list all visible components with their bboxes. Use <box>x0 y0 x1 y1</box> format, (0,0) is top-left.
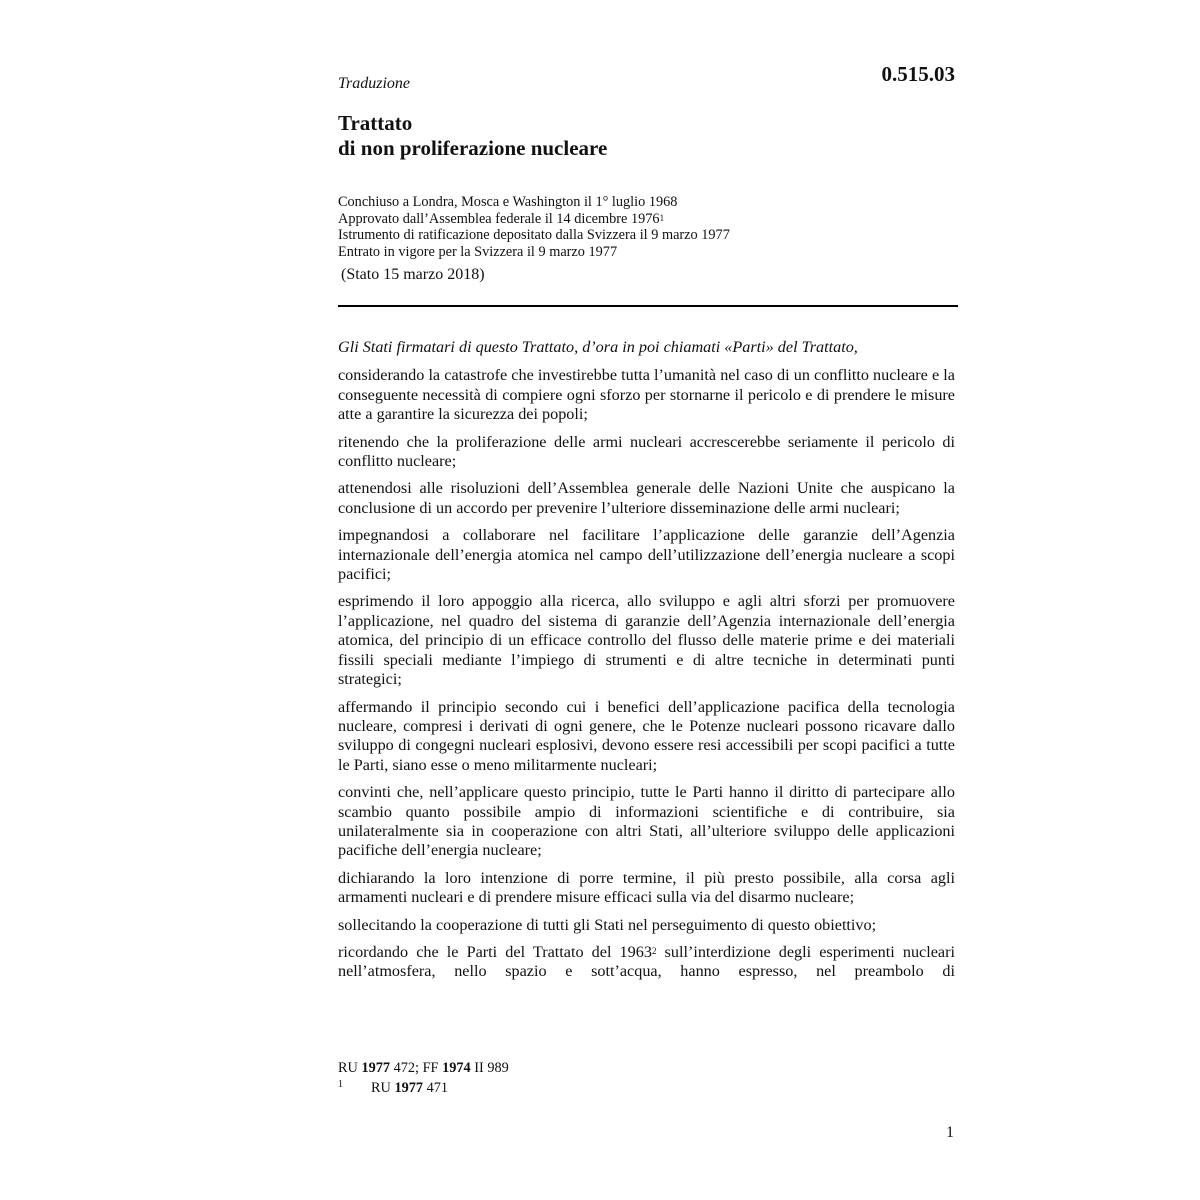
source-ff-page: II 989 <box>470 1060 509 1076</box>
footnote-1-prefix: RU <box>371 1080 395 1096</box>
paragraph: attenendosi alle risoluzioni dell’Assemblea generale delle Nazioni Unite che auspicano la conclusione di un accordo per prevenire l’ulteriore disseminazione delle armi nucleari; <box>338 479 955 517</box>
meta-approved-line <box>338 211 730 228</box>
meta-ratification: Istrumento di ratificazione depositato dalla Svizzera il 9 marzo 1977 <box>338 227 730 243</box>
paragraph: esprimendo il loro appoggio alla ricerca, allo sviluppo e agli altri sforzi per promuovere l’applicazione, nel quadro del sistema di garanzie dell’Agenzia internazionale dell’energia atomica, del principio di un efficace controllo del flusso delle materie prime e dei materiali fissili speciali mediante l’impiego di strumenti e di altre tecniche in determinati punti strategici; <box>338 592 955 689</box>
paragraph: impegnandosi a collaborare nel facilitare l’applicazione delle garanzie dell’Agenzia internazionale dell’energia atomica nel campo dell’utilizzazione dell’energia nucleare a scopi pacifici; <box>338 526 955 584</box>
footnote-ref-1[interactable]: 1 <box>659 212 665 223</box>
footnote-ref-2[interactable]: 2 <box>651 945 657 956</box>
source-ru-label: RU <box>338 1060 362 1076</box>
paragraph: ritenendo che la proliferazione delle armi nucleari accrescerebbe seriamente il pericolo di conflitto nucleare; <box>338 432 955 471</box>
status-date: (Stato 15 marzo 2018) <box>341 266 485 283</box>
footnote-1 <box>338 1078 509 1098</box>
document-metadata <box>338 194 730 260</box>
paragraph-continued <box>338 943 955 982</box>
document-title <box>338 111 607 161</box>
sr-number: 0.515.03 <box>881 62 955 86</box>
paragraph: affermando il principio secondo cui i benefici dell’applicazione pacifica della tecnologia nucleare, compresi i derivati di ogni genere, che le Potenze nucleari possono ricavare dallo sviluppo di congegni nucleari esplosivi, devono essere resi accessibili per scopi pacifici a tutte le Parti, siano esse o meno militarmente nucleari; <box>338 697 955 774</box>
source-ff-year: 1974 <box>442 1060 471 1076</box>
source-ru-year: 1977 <box>361 1060 391 1076</box>
footnote-1-mark: 1 <box>338 1079 343 1090</box>
paragraph: dichiarando la loro intenzione di porre termine, il più presto possibile, alla corsa agli armamenti nucleari e di prendere misure efficaci sulla via del disarmo nucleare; <box>338 868 955 907</box>
paragraph-text-end: sull’interdizione degli esperimenti nucleari nell’atmosfera, nello spazio e sott’acqua, hanno espresso, nel preambolo di <box>338 942 955 981</box>
preamble-intro: Gli Stati firmatari di questo Trattato, d’ora in poi chiamati «Parti» del Trattato, <box>338 338 858 356</box>
footnote-1-year: 1977 <box>394 1080 424 1096</box>
translation-label: Traduzione <box>338 75 411 92</box>
source-ru-page: 472; FF <box>390 1060 443 1076</box>
meta-approved: Approvato dall’Assemblea federale il 14 dicembre 1976 <box>338 210 660 227</box>
page-number: 1 <box>946 1124 954 1141</box>
source-reference <box>338 1058 509 1078</box>
paragraph: convinti che, nell’applicare questo principio, tutte le Parti hanno il diritto di partecipare allo scambio quanto possibile ampio di informazioni scientifiche e di contribuire, sia unilateralmente sia in cooperazione con altri Stati, all’ulteriore sviluppo delle applicazioni pacifiche dell’energia nucleare; <box>338 783 955 860</box>
paragraph: sollecitando la cooperazione di tutti gli Stati nel perseguimento di questo obiettivo; <box>338 915 877 934</box>
title-line-1: Trattato <box>338 111 413 135</box>
footnote-1-page: 471 <box>423 1080 449 1096</box>
meta-concluded: Conchiuso a Londra, Mosca e Washington il 1° luglio 1968 <box>338 194 678 210</box>
title-line-2: di non proliferazione nucleare <box>338 136 608 160</box>
footnotes <box>338 1058 509 1098</box>
meta-in-force: Entrato in vigore per la Svizzera il 9 marzo 1977 <box>338 243 618 260</box>
treaty-preamble-body <box>338 338 955 982</box>
paragraph-text-start: ricordando che le Parti del Trattato del 1963 <box>338 942 652 961</box>
paragraph: considerando la catastrofe che investirebbe tutta l’umanità nel caso di un conflitto nucleare e la conseguente necessità di compiere ogni sforzo per stornarne il pericolo e di prendere le misure atte a garantire la sicurezza dei popoli; <box>338 366 955 424</box>
header-divider <box>338 305 958 307</box>
